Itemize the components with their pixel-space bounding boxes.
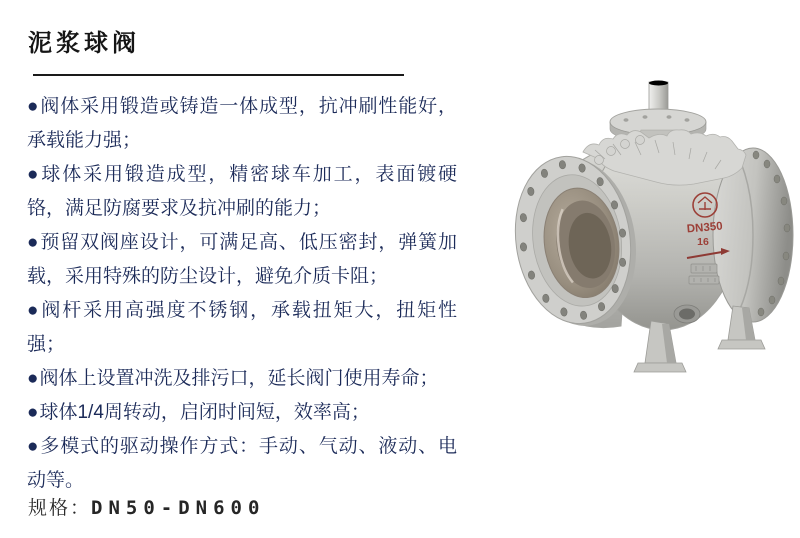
- product-photo-valve: [495, 78, 795, 378]
- list-item: [27, 362, 457, 396]
- bullet-icon: ●: [27, 164, 41, 185]
- list-item: [27, 294, 457, 362]
- marking-size: DN350: [686, 220, 724, 236]
- drain-port-hole: [679, 309, 695, 320]
- feature-text: 阀杆采用高强度不锈钢，承载扭矩大，扭矩性强；: [27, 300, 457, 355]
- bullet-icon: ●: [27, 300, 41, 321]
- feature-text: 预留双阀座设计，可满足高、低压密封，弹簧加载，采用特殊的防尘设计，避免介质卡阻；: [27, 232, 457, 287]
- page-title: 泥浆球阀: [28, 30, 140, 57]
- spec-value: DN50-DN600: [91, 497, 266, 519]
- feature-list: [27, 90, 457, 498]
- marking-pressure: 16: [697, 236, 709, 248]
- feature-text: 球体采用锻造成型，精密球车加工，表面镀硬铬，满足防腐要求及抗冲刷的能力；: [27, 164, 457, 219]
- bullet-icon: ●: [27, 232, 40, 253]
- bullet-icon: ●: [27, 368, 39, 389]
- bullet-icon: ●: [27, 96, 40, 117]
- spec-line: [28, 496, 265, 521]
- list-item: [27, 226, 457, 294]
- list-item: [27, 430, 457, 498]
- left-foot: [634, 363, 686, 372]
- list-item: [27, 396, 457, 430]
- right-foot: [718, 340, 765, 349]
- bullet-icon: ●: [27, 436, 40, 457]
- list-item: [27, 158, 457, 226]
- feature-text: 阀体采用锻造或铸造一体成型，抗冲刷性能好，承载能力强；: [27, 96, 457, 151]
- title-underline: [33, 74, 404, 76]
- bullet-icon: ●: [27, 402, 39, 423]
- valve-stem-top: [649, 81, 668, 86]
- feature-text: 阀体上设置冲洗及排污口，延长阀门使用寿命；: [39, 368, 439, 389]
- feature-text: 球体1/4周转动，启闭时间短，效率高；: [39, 402, 370, 423]
- list-item: [27, 90, 457, 158]
- feature-text: 多模式的驱动操作方式：手动、气动、液动、电动等。: [27, 436, 457, 491]
- spec-label: 规格：: [28, 498, 92, 519]
